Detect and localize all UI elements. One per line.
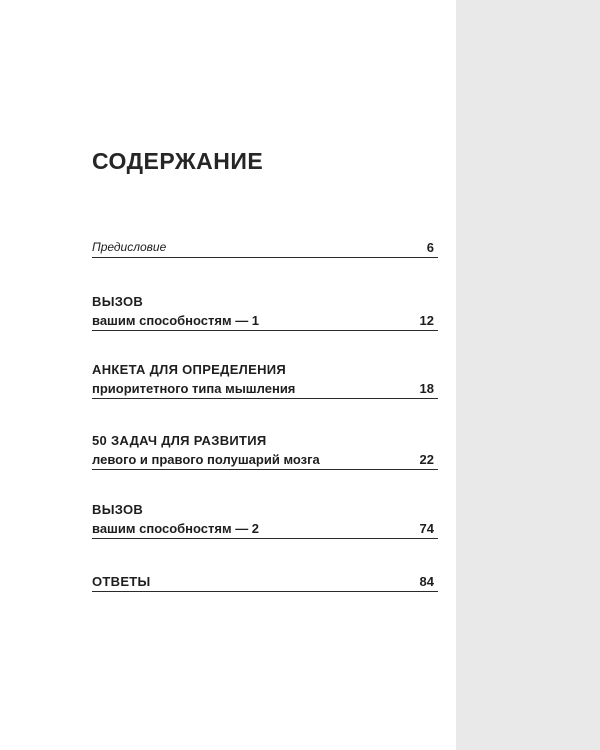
toc-page-number: 18 [419,381,434,396]
toc-entry-title: АНКЕТА ДЛЯ ОПРЕДЕЛЕНИЯ [92,362,287,377]
toc-entry-subtitle: вашим способностям — 2 [92,521,260,536]
toc-entry-subtitle: левого и правого полушарий мозга [92,452,320,467]
toc-entry-subtitle: приоритетного типа мышления [92,381,296,396]
toc-entry-title: ОТВЕТЫ [92,574,151,589]
toc-entry-title: 50 ЗАДАЧ ДЛЯ РАЗВИТИЯ [92,433,267,448]
toc-entry-row [92,572,438,591]
toc-entry-subtitle: вашим способностям — 1 [92,313,260,328]
toc-entry-row [92,519,438,538]
toc-entry-row [92,238,438,257]
toc-page-number: 12 [419,313,434,328]
toc-entry-title: ВЫЗОВ [92,502,144,517]
toc-entry-challenge-2[interactable] [92,500,438,539]
toc-page-number: 22 [419,452,434,467]
toc-entry-answers[interactable] [92,572,438,592]
toc-entry-title: ВЫЗОВ [92,294,144,309]
toc-page-number: 84 [419,574,434,589]
toc-entry-preface[interactable] [92,238,438,258]
toc-entry-row [92,311,438,330]
page-title: СОДЕРЖАНИЕ [92,148,264,174]
toc-entry-50-tasks[interactable] [92,431,438,470]
toc-entry-row [92,450,438,469]
toc-entry-questionnaire[interactable] [92,360,438,399]
page-side-band [456,0,600,750]
toc-page-number: 6 [426,240,434,255]
toc-entry-title: Предисловие [92,240,167,254]
toc-entry-challenge-1[interactable] [92,292,438,331]
toc-entry-row [92,379,438,398]
toc-page-number: 74 [419,521,434,536]
